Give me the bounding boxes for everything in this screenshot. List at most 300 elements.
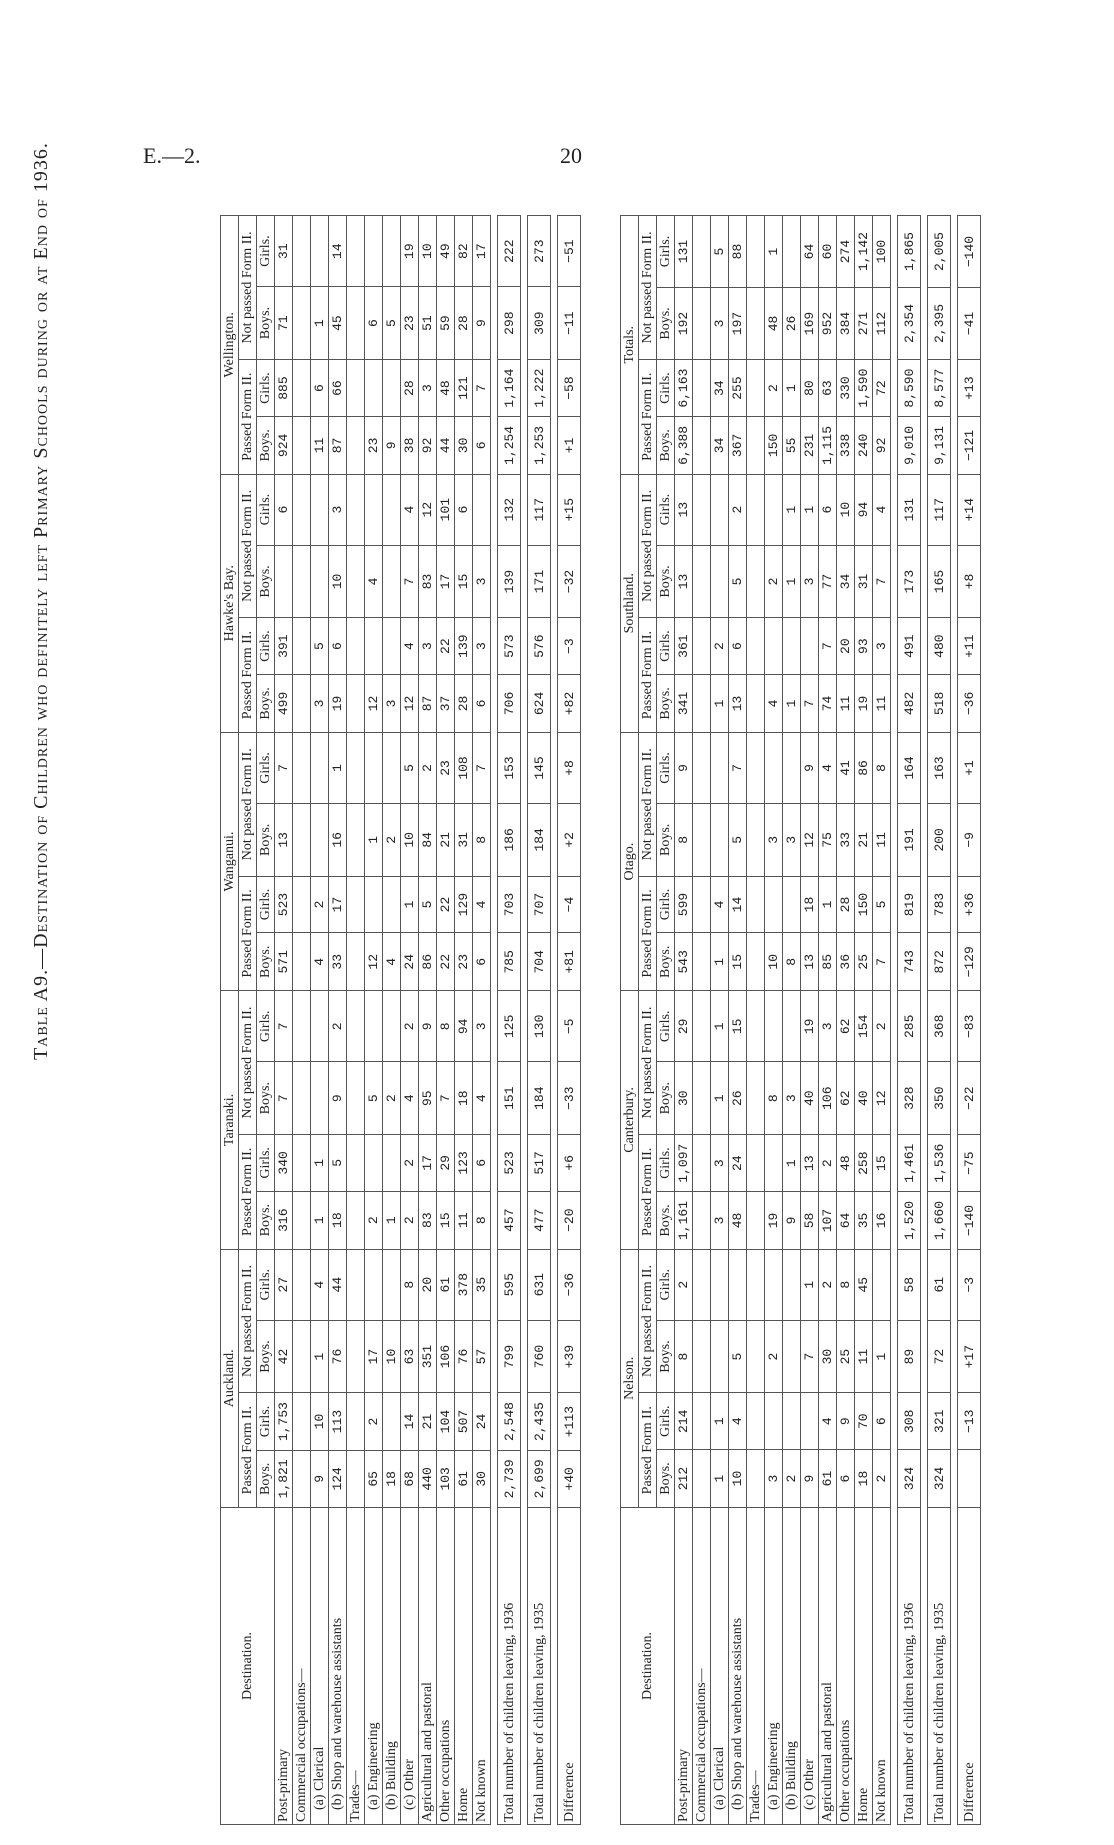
table-cell xyxy=(347,545,365,618)
table-cell: 703 xyxy=(498,876,521,933)
table-cell: 84 xyxy=(419,804,437,877)
table-cell: 1 xyxy=(801,474,819,545)
table-cell: 6 xyxy=(473,1135,491,1192)
table-cell: 82 xyxy=(455,216,473,287)
table-cell: 58 xyxy=(801,1192,819,1249)
table-cell xyxy=(293,216,311,287)
table-cell: 1 xyxy=(311,1320,329,1393)
table-cell: 9 xyxy=(419,991,437,1062)
table-cell: 10 xyxy=(401,804,419,877)
table-cell xyxy=(365,1249,383,1320)
table-cell xyxy=(347,804,365,877)
girls-header: Girls. xyxy=(657,732,675,803)
table-row xyxy=(558,216,581,1825)
table-cell: 8 xyxy=(401,1249,419,1320)
table-cell: 191 xyxy=(898,804,921,877)
table-cell: 3 xyxy=(711,288,729,360)
table-cell: 222 xyxy=(498,216,521,287)
table-cell xyxy=(383,876,401,933)
table-cell: 132 xyxy=(498,474,521,545)
table-cell: 48 xyxy=(437,359,455,416)
table-cell: 368 xyxy=(928,991,951,1062)
table-cell: 11 xyxy=(873,674,891,732)
table-cell: 384 xyxy=(837,288,855,360)
table-cell: 4 xyxy=(401,1062,419,1135)
region-header: Wellington. xyxy=(221,216,239,475)
table-cell: 4 xyxy=(311,1249,329,1320)
table-cell xyxy=(347,287,365,360)
table-cell: 7 xyxy=(729,732,747,803)
table-cell: 154 xyxy=(855,991,873,1062)
table-cell: 19 xyxy=(765,1192,783,1249)
table-cell: 95 xyxy=(419,1062,437,1135)
table-cell: 197 xyxy=(729,288,747,360)
table-cell: 80 xyxy=(801,359,819,416)
table-cell: 9 xyxy=(783,1192,801,1249)
table-cell xyxy=(365,216,383,287)
table-cell xyxy=(747,732,765,803)
table-cell: 17 xyxy=(329,876,347,933)
table-cell: 543 xyxy=(675,933,693,991)
table-cell xyxy=(365,359,383,416)
table-cell: 3 xyxy=(819,991,837,1062)
table-cell xyxy=(783,991,801,1062)
table-cell: 18 xyxy=(329,1191,347,1249)
table-cell: +17 xyxy=(958,1320,981,1393)
table-cell: 93 xyxy=(855,618,873,675)
table-cell xyxy=(293,417,311,474)
destination-table-top xyxy=(220,215,581,1825)
table-cell: 24 xyxy=(729,1135,747,1192)
table-cell: 11 xyxy=(873,804,891,877)
table-cell xyxy=(347,1249,365,1320)
table-cell xyxy=(693,876,711,933)
table-cell: 1,254 xyxy=(498,417,521,474)
top-table-block xyxy=(220,215,605,1825)
boys-header: Boys. xyxy=(257,933,275,991)
row-label: Trades— xyxy=(347,1508,365,1825)
table-row xyxy=(473,216,491,1825)
table-cell: 3 xyxy=(419,618,437,675)
table-cell xyxy=(747,474,765,545)
table-cell: 34 xyxy=(711,417,729,474)
not-passed-header: Not passed Form II. xyxy=(239,474,257,618)
table-cell: 117 xyxy=(928,474,951,545)
table-cell xyxy=(293,287,311,360)
passed-header: Passed Form II. xyxy=(239,359,257,474)
region-header: Totals. xyxy=(621,216,639,475)
table-cell: 12 xyxy=(419,474,437,545)
row-label: (b) Building xyxy=(383,1508,401,1825)
destination-table-bottom xyxy=(620,215,981,1825)
table-cell: 1,097 xyxy=(675,1135,693,1192)
boys-header: Boys. xyxy=(657,288,675,360)
table-cell: 65 xyxy=(365,1450,383,1507)
table-cell: 1 xyxy=(311,287,329,360)
table-cell xyxy=(365,1135,383,1192)
table-cell xyxy=(311,474,329,545)
table-cell: 15 xyxy=(729,933,747,991)
girls-header: Girls. xyxy=(257,991,275,1062)
table-cell xyxy=(711,1249,729,1320)
table-cell: 1,164 xyxy=(498,359,521,416)
table-cell: 4 xyxy=(401,618,419,675)
table-cell: 2,395 xyxy=(928,288,951,360)
table-cell xyxy=(347,216,365,287)
table-cell: 59 xyxy=(437,287,455,360)
table-cell: −140 xyxy=(958,1192,981,1249)
table-row xyxy=(898,216,921,1825)
table-cell: 1 xyxy=(311,1135,329,1192)
table-cell: 3 xyxy=(473,545,491,618)
table-cell: 255 xyxy=(729,359,747,416)
table-cell: 1 xyxy=(711,1062,729,1135)
table-cell: −3 xyxy=(558,618,581,675)
table-cell xyxy=(347,876,365,933)
table-cell: 595 xyxy=(498,1249,521,1320)
table-cell xyxy=(293,474,311,545)
table-cell: 3 xyxy=(473,618,491,675)
table-cell: 62 xyxy=(837,1062,855,1135)
row-label: (b) Shop and warehouse assistants xyxy=(729,1508,747,1825)
table-cell: 26 xyxy=(783,288,801,360)
table-row xyxy=(801,216,819,1825)
table-row xyxy=(765,216,783,1825)
table-cell: 25 xyxy=(855,933,873,991)
table-cell: +1 xyxy=(558,417,581,474)
table-cell xyxy=(693,359,711,416)
table-cell: 624 xyxy=(528,674,551,732)
table-cell xyxy=(293,1450,311,1507)
girls-header: Girls. xyxy=(257,1393,275,1450)
passed-header: Passed Form II. xyxy=(239,618,257,733)
passed-header: Passed Form II. xyxy=(239,1135,257,1250)
table-cell: +82 xyxy=(558,674,581,732)
table-cell: 173 xyxy=(898,545,921,618)
table-cell: 273 xyxy=(528,216,551,287)
table-cell: 214 xyxy=(675,1393,693,1450)
table-cell xyxy=(711,474,729,545)
table-cell xyxy=(693,804,711,877)
table-cell xyxy=(311,804,329,877)
girls-header: Girls. xyxy=(657,1393,675,1450)
table-cell: 8 xyxy=(675,804,693,877)
table-cell: 25 xyxy=(837,1320,855,1393)
table-cell xyxy=(693,1320,711,1393)
table-cell: 40 xyxy=(801,1062,819,1135)
row-label: Home xyxy=(455,1508,473,1825)
table-cell: 4 xyxy=(365,545,383,618)
table-cell: 9 xyxy=(801,1450,819,1508)
table-cell: +81 xyxy=(558,933,581,991)
table-cell: −4 xyxy=(558,876,581,933)
table-cell xyxy=(873,1249,891,1320)
table-cell: 440 xyxy=(419,1450,437,1507)
table-cell: 164 xyxy=(898,732,921,803)
table-cell: 139 xyxy=(455,618,473,675)
table-cell: 6 xyxy=(819,474,837,545)
table-row xyxy=(873,216,891,1825)
table-cell xyxy=(765,991,783,1062)
table-cell: 4 xyxy=(873,474,891,545)
table-cell: 2 xyxy=(675,1249,693,1320)
rotated-table-area xyxy=(120,215,1020,1825)
table-cell: 1,461 xyxy=(898,1135,921,1192)
table-cell: 2 xyxy=(383,804,401,877)
table-cell: 2 xyxy=(329,991,347,1062)
table-cell: 9 xyxy=(801,732,819,803)
table-cell: 16 xyxy=(873,1192,891,1249)
table-cell xyxy=(693,1135,711,1192)
table-cell: 101 xyxy=(437,474,455,545)
table-cell: 19 xyxy=(855,674,873,732)
table-cell: 7 xyxy=(401,545,419,618)
table-cell: 13 xyxy=(675,474,693,545)
table-cell: 309 xyxy=(528,287,551,360)
table-cell xyxy=(347,1450,365,1507)
table-cell: 6,163 xyxy=(675,359,693,416)
table-cell: 11 xyxy=(837,674,855,732)
table-cell: 11 xyxy=(455,1191,473,1249)
table-cell xyxy=(747,876,765,933)
table-cell xyxy=(747,545,765,618)
table-cell xyxy=(383,216,401,287)
table-cell: 6 xyxy=(473,417,491,474)
row-label: Post-primary xyxy=(275,1508,293,1825)
table-cell: 6 xyxy=(455,474,473,545)
table-cell xyxy=(783,618,801,675)
table-cell xyxy=(747,1393,765,1450)
table-cell: 14 xyxy=(401,1393,419,1450)
table-cell: 63 xyxy=(401,1320,419,1393)
row-label: Agricultural and pastoral xyxy=(819,1508,837,1825)
table-cell: 30 xyxy=(455,417,473,474)
table-cell xyxy=(747,618,765,675)
table-cell: 340 xyxy=(275,1135,293,1192)
table-cell xyxy=(347,933,365,991)
table-cell: 33 xyxy=(837,804,855,877)
table-cell: 2 xyxy=(419,732,437,803)
boys-header: Boys. xyxy=(657,804,675,877)
passed-header: Passed Form II. xyxy=(639,1135,657,1250)
table-cell xyxy=(711,804,729,877)
table-cell: +15 xyxy=(558,474,581,545)
region-header: Taranaki. xyxy=(221,991,239,1249)
table-cell: 8 xyxy=(765,1062,783,1135)
table-cell: 184 xyxy=(528,1062,551,1135)
table-cell: 2,435 xyxy=(528,1393,551,1450)
table-row xyxy=(293,216,311,1825)
table-cell: 64 xyxy=(837,1192,855,1249)
table-cell xyxy=(383,1249,401,1320)
table-cell: 15 xyxy=(437,1191,455,1249)
table-row xyxy=(928,216,951,1825)
table-cell: +13 xyxy=(958,359,981,416)
table-cell: 72 xyxy=(873,359,891,416)
table-cell: 30 xyxy=(819,1320,837,1393)
table-cell xyxy=(693,288,711,360)
table-cell: 3 xyxy=(873,618,891,675)
boys-header: Boys. xyxy=(257,1191,275,1249)
girls-header: Girls. xyxy=(657,474,675,545)
table-cell xyxy=(293,1320,311,1393)
table-cell: 4 xyxy=(401,474,419,545)
table-cell: 1,115 xyxy=(819,417,837,474)
table-cell: 45 xyxy=(855,1249,873,1320)
table-cell: 1 xyxy=(329,732,347,803)
table-cell xyxy=(473,474,491,545)
table-cell xyxy=(293,1249,311,1320)
region-header: Nelson. xyxy=(621,1249,639,1507)
table-row xyxy=(401,216,419,1825)
table-cell: 7 xyxy=(437,1062,455,1135)
table-cell: 15 xyxy=(729,991,747,1062)
table-cell: 9 xyxy=(329,1062,347,1135)
table-cell: 23 xyxy=(437,732,455,803)
row-label: Difference xyxy=(958,1508,981,1825)
table-cell: 68 xyxy=(401,1450,419,1507)
table-cell: 3 xyxy=(765,1450,783,1508)
table-cell: 350 xyxy=(928,1062,951,1135)
table-cell xyxy=(311,732,329,803)
table-cell: 37 xyxy=(437,674,455,732)
table-cell: 573 xyxy=(498,618,521,675)
table-row xyxy=(365,216,383,1825)
girls-header: Girls. xyxy=(257,1135,275,1192)
table-cell: 60 xyxy=(819,216,837,288)
table-cell: 7 xyxy=(873,933,891,991)
table-cell: 76 xyxy=(455,1320,473,1393)
table-cell: 6 xyxy=(473,674,491,732)
table-cell: 21 xyxy=(419,1393,437,1450)
table-cell: 31 xyxy=(855,545,873,618)
table-cell: 33 xyxy=(329,933,347,991)
table-cell: 23 xyxy=(401,287,419,360)
table-cell: 9 xyxy=(311,1450,329,1507)
table-row xyxy=(528,216,551,1825)
table-cell: 2 xyxy=(765,545,783,618)
table-cell xyxy=(747,417,765,474)
table-cell xyxy=(693,1062,711,1135)
table-row xyxy=(455,216,473,1825)
table-cell: 11 xyxy=(311,417,329,474)
table-cell xyxy=(275,545,293,618)
table-cell: 5 xyxy=(419,876,437,933)
table-cell: 18 xyxy=(383,1450,401,1507)
table-row xyxy=(729,216,747,1825)
table-cell: 48 xyxy=(837,1135,855,1192)
table-cell: 2 xyxy=(365,1393,383,1450)
table-cell xyxy=(365,991,383,1062)
table-cell: 17 xyxy=(365,1320,383,1393)
table-cell: 783 xyxy=(928,876,951,933)
table-cell: 378 xyxy=(455,1249,473,1320)
boys-header: Boys. xyxy=(257,417,275,474)
table-cell xyxy=(311,991,329,1062)
girls-header: Girls. xyxy=(657,1135,675,1192)
table-row xyxy=(819,216,837,1825)
table-cell xyxy=(693,732,711,803)
table-row xyxy=(855,216,873,1825)
table-cell: 169 xyxy=(801,288,819,360)
table-cell: −58 xyxy=(558,359,581,416)
table-cell xyxy=(693,1450,711,1508)
table-cell: 2 xyxy=(873,1450,891,1508)
table-cell: 18 xyxy=(801,876,819,933)
table-cell: 15 xyxy=(455,545,473,618)
table-cell xyxy=(783,1320,801,1393)
table-cell: 212 xyxy=(675,1450,693,1508)
table-cell: 6,388 xyxy=(675,417,693,474)
table-cell: 30 xyxy=(473,1450,491,1507)
table-cell xyxy=(747,359,765,416)
table-cell: 131 xyxy=(675,216,693,288)
table-cell xyxy=(365,618,383,675)
table-cell: −129 xyxy=(958,933,981,991)
table-cell: 2 xyxy=(365,1191,383,1249)
table-cell: 12 xyxy=(873,1062,891,1135)
girls-header: Girls. xyxy=(657,991,675,1062)
table-cell: 21 xyxy=(437,804,455,877)
table-cell: 391 xyxy=(275,618,293,675)
table-cell: 599 xyxy=(675,876,693,933)
table-cell: 1,536 xyxy=(928,1135,951,1192)
table-cell: 2 xyxy=(729,474,747,545)
table-cell: 19 xyxy=(801,991,819,1062)
table-cell: 760 xyxy=(528,1320,551,1393)
table-cell: 17 xyxy=(437,545,455,618)
table-cell: 42 xyxy=(275,1320,293,1393)
table-cell: 5 xyxy=(729,804,747,877)
table-cell xyxy=(765,732,783,803)
table-cell xyxy=(693,933,711,991)
row-label: Commercial occupations— xyxy=(293,1508,311,1825)
table-cell: 5 xyxy=(401,732,419,803)
table-cell: 83 xyxy=(419,1191,437,1249)
table-cell: 5 xyxy=(329,1135,347,1192)
row-label: Total number of children leaving, 1935 xyxy=(528,1508,551,1825)
table-cell: 7 xyxy=(473,359,491,416)
table-cell: 5 xyxy=(711,216,729,288)
table-cell: 26 xyxy=(729,1062,747,1135)
table-cell xyxy=(347,1191,365,1249)
table-cell: 19 xyxy=(401,216,419,287)
table-cell: 13 xyxy=(801,1135,819,1192)
table-cell: 55 xyxy=(783,417,801,474)
table-cell: 1 xyxy=(783,674,801,732)
table-cell: 3 xyxy=(329,474,347,545)
not-passed-header: Not passed Form II. xyxy=(239,732,257,876)
table-cell: 40 xyxy=(855,1062,873,1135)
boys-header: Boys. xyxy=(257,1450,275,1507)
table-cell: 507 xyxy=(455,1393,473,1450)
table-cell: 2 xyxy=(401,1191,419,1249)
table-cell xyxy=(365,474,383,545)
table-cell: 707 xyxy=(528,876,551,933)
table-cell xyxy=(693,618,711,675)
table-cell: 2,005 xyxy=(928,216,951,288)
table-cell: 139 xyxy=(498,545,521,618)
row-label: Total number of children leaving, 1936 xyxy=(498,1508,521,1825)
table-cell: 38 xyxy=(401,417,419,474)
table-cell: 8 xyxy=(873,732,891,803)
table-cell xyxy=(765,876,783,933)
table-cell: 10 xyxy=(329,545,347,618)
table-cell: 1,253 xyxy=(528,417,551,474)
table-cell: −140 xyxy=(958,216,981,288)
table-cell xyxy=(383,991,401,1062)
table-cell: 14 xyxy=(329,216,347,287)
